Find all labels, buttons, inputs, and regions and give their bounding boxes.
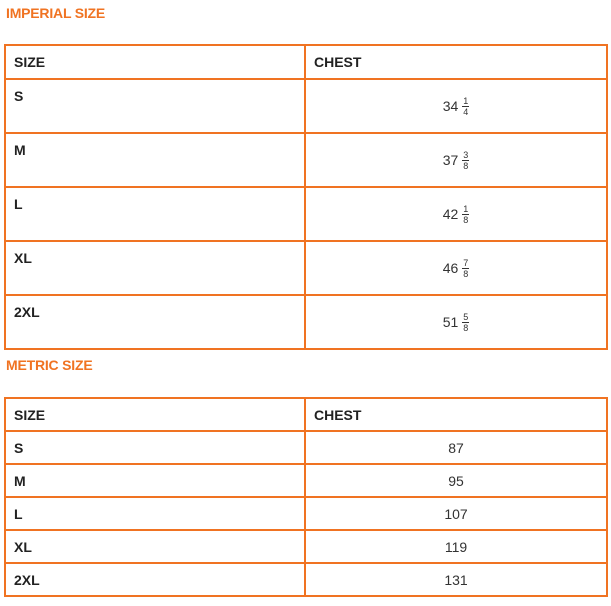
size-cell: S [5,431,305,464]
size-column-header: SIZE [5,398,305,431]
table-row [5,497,607,530]
fraction-numerator: 5 [463,311,469,322]
fraction-denominator: 8 [463,322,469,333]
chest-fraction [462,312,469,333]
size-cell: 2XL [5,563,305,596]
fraction-denominator: 8 [463,160,469,171]
chest-cell: 87 [305,431,607,464]
chest-cell: 95 [305,464,607,497]
chest-cell [305,79,607,133]
fraction-numerator: 1 [463,203,469,214]
chest-whole: 46 [442,260,459,276]
chest-measurement [443,150,470,171]
chest-fraction [462,204,469,225]
fraction-numerator: 1 [463,95,469,106]
imperial-size-title: IMPERIAL SIZE [6,5,106,21]
chest-measurement [443,258,470,279]
table-row [5,431,607,464]
size-cell: L [5,187,305,241]
chest-cell: 131 [305,563,607,596]
chest-cell: 107 [305,497,607,530]
fraction-numerator: 7 [463,257,469,268]
chest-whole: 34 [442,98,459,114]
table-row [5,295,607,349]
table-header-row [5,45,607,79]
chest-fraction [462,258,469,279]
table-row [5,530,607,563]
table-row [5,133,607,187]
chest-measurement [443,312,470,333]
chest-whole: 37 [442,152,459,168]
fraction-denominator: 8 [463,268,469,279]
chest-cell [305,295,607,349]
chest-cell [305,241,607,295]
metric-size-table [4,397,608,597]
table-row [5,464,607,497]
size-cell: S [5,79,305,133]
table-row [5,241,607,295]
table-row [5,563,607,596]
size-cell: XL [5,530,305,563]
chest-cell [305,133,607,187]
size-cell: L [5,497,305,530]
chest-column-header: CHEST [305,45,607,79]
chest-measurement [443,96,470,117]
chest-whole: 42 [442,206,459,222]
chest-cell: 119 [305,530,607,563]
metric-size-title: METRIC SIZE [6,357,93,373]
size-cell: XL [5,241,305,295]
imperial-size-table [4,44,608,350]
chest-fraction [462,96,469,117]
size-cell: M [5,133,305,187]
table-header-row [5,398,607,431]
chest-whole: 51 [442,314,459,330]
table-row [5,79,607,133]
size-cell: 2XL [5,295,305,349]
chest-cell [305,187,607,241]
chest-column-header: CHEST [305,398,607,431]
chest-measurement [443,204,470,225]
chest-fraction [462,150,469,171]
table-row [5,187,607,241]
size-column-header: SIZE [5,45,305,79]
size-cell: M [5,464,305,497]
fraction-denominator: 4 [463,106,469,117]
fraction-numerator: 3 [463,149,469,160]
fraction-denominator: 8 [463,214,469,225]
